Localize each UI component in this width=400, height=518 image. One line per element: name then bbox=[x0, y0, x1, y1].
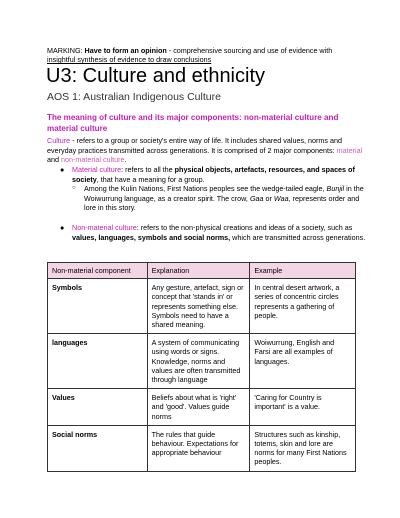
table-cell: The rules that guide behaviour. Expectations for appropriate behaviour bbox=[147, 425, 250, 471]
table-cell: Values bbox=[48, 389, 148, 426]
table-header: Explanation bbox=[147, 263, 250, 279]
bullet-icon: ● bbox=[60, 222, 65, 232]
sub-t3: or bbox=[263, 193, 274, 203]
sub-item-bunjil bbox=[60, 184, 370, 213]
table-header: Non-material component bbox=[48, 263, 148, 279]
table-cell: A system of communicating using words or signs. Knowledge, norms and values are often transmitted through language bbox=[147, 334, 250, 389]
components-table bbox=[47, 262, 356, 472]
circle-bullet-icon: ○ bbox=[72, 185, 76, 192]
nonmaterial-text2: which are transmitted across generations. bbox=[230, 232, 366, 242]
section-heading: The meaning of culture and its major components: non-material culture and material culture bbox=[47, 113, 339, 133]
table-cell: Woiwurrung, English and Farsi are all examples of languages. bbox=[250, 334, 356, 389]
table-cell: Symbols bbox=[48, 279, 148, 334]
nonmaterial-link: non-material culture bbox=[61, 155, 125, 165]
marking-bold: Have to form an opinion bbox=[84, 46, 167, 55]
marking-prefix: MARKING: bbox=[47, 46, 85, 55]
sub-i1: Bunjil bbox=[326, 184, 345, 194]
bullet-icon: ● bbox=[60, 165, 65, 174]
list-item-nonmaterial bbox=[60, 223, 370, 242]
material-bold: physical objects, artefacts, resources, and spaces of society bbox=[72, 165, 355, 184]
table-row bbox=[48, 389, 356, 426]
table-row bbox=[48, 425, 356, 471]
table-cell: Structures such as kinship, totems, skin and lore are norms for many First Nations peoples. bbox=[250, 425, 356, 471]
marking-middle: - comprehensive sourcing and use of evidence with bbox=[166, 46, 333, 55]
sub-i3: Waa bbox=[273, 193, 289, 203]
table-header-row bbox=[48, 263, 356, 279]
marking-criteria bbox=[47, 46, 377, 65]
sub-t4: , represents order and lore in this story. bbox=[84, 193, 360, 213]
sub-i2: Gaa bbox=[249, 193, 264, 203]
table-cell: 'Caring for Country is important' is a value. bbox=[250, 389, 356, 426]
table-header: Example bbox=[250, 263, 356, 279]
nonmaterial-text1: : refers to the non-physical creations and ideas of a society, such as bbox=[136, 222, 353, 232]
table-cell: Social norms bbox=[48, 425, 148, 471]
table-cell: Beliefs about what is 'right' and 'good'. Values guide norms bbox=[147, 389, 250, 426]
table-row bbox=[48, 334, 356, 389]
and-text: and bbox=[47, 155, 61, 165]
end-text: . bbox=[124, 155, 127, 165]
culture-text: - refers to a group or society's entire way of life. It includes shared values, norms and everyday practices transmitted across generations. It is comprised of 2 major components: bbox=[47, 136, 343, 155]
nonmaterial-bold: values, languages, symbols and social norms, bbox=[72, 232, 231, 242]
page-title: U3: Culture and ethnicity bbox=[46, 65, 266, 87]
material-link: material bbox=[336, 145, 363, 155]
material-text1: : refers to all the bbox=[121, 165, 175, 174]
nonmaterial-term: Non-material culture bbox=[72, 222, 137, 232]
sub-t1: Among the Kulin Nations, First Nations peoples see the wedge-tailed eagle, bbox=[84, 184, 327, 194]
page-subtitle: AOS 1: Australian Indigenous Culture bbox=[47, 91, 221, 103]
sub-t2: in the Woiwurrung language, as a creator spirit. The crow, bbox=[84, 184, 364, 203]
culture-definition bbox=[47, 136, 372, 165]
table-cell: languages bbox=[48, 334, 148, 389]
list-item-material bbox=[60, 165, 370, 184]
material-text2: , that have a meaning for a group. bbox=[96, 174, 205, 184]
material-term: Material culture bbox=[72, 165, 122, 174]
culture-term: Culture bbox=[47, 136, 71, 145]
marking-underline: insightful synthesis of evidence to draw conclusions bbox=[47, 55, 212, 65]
table-cell: Any gesture, artefact, sign or concept that 'stands in' or represents something else. Symbols need to have a shared meaning. bbox=[147, 279, 250, 334]
culture-list bbox=[60, 165, 370, 242]
table-cell: In central desert artwork, a series of concentric circles represents a gathering of people. bbox=[250, 279, 356, 334]
table-row bbox=[48, 279, 356, 334]
